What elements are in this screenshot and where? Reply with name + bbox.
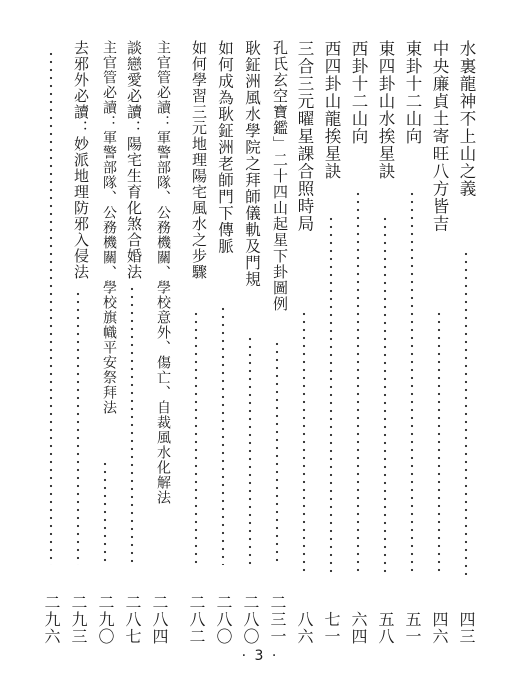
dot-leader — [76, 290, 80, 565]
toc-entry-title: 孔氏玄空寶鑑」二十四山起星下卦圖例 — [271, 40, 289, 312]
toc-entry — [94, 40, 118, 645]
toc-entry — [239, 40, 263, 645]
toc-entry-title: 主官管必讀：軍警部隊、公務機關、學校旗幟平安祭拜法 — [101, 40, 117, 415]
toc-entry — [374, 40, 398, 645]
dot-leader — [248, 335, 252, 565]
dot-leader — [356, 190, 360, 575]
toc-entry-title: 如何成為耿鉦洲老師門下傳脈 — [216, 40, 234, 255]
dot-leader — [130, 285, 134, 565]
toc-entry-page: 二三一 — [268, 594, 287, 645]
toc-entry — [121, 40, 145, 645]
toc-entry — [455, 40, 479, 645]
toc-entry — [293, 40, 317, 645]
toc-entry-page: 四三 — [457, 611, 476, 645]
dot-leader — [383, 215, 387, 575]
toc-entry-title: 去邪外必讀：妙派地理防邪入侵法 — [72, 40, 90, 280]
toc-entry-title: 西卦十二山向 — [349, 40, 368, 145]
toc-entry — [212, 40, 236, 645]
toc-entry — [320, 40, 344, 645]
toc-entry-title: 東四卦山水挨星訣 — [376, 40, 395, 180]
toc-entry-page: 二八四 — [150, 594, 169, 645]
toc-entry-page: 二九〇 — [96, 594, 115, 645]
toc-entry-title: 如何學習三元地理陽宅風水之步驟 — [190, 40, 208, 280]
toc-entry-page: 二八七 — [123, 594, 142, 645]
toc-entry-page: 七一 — [322, 611, 341, 645]
toc-entry-title: 談戀愛必讀：陽宅生育化煞合婚法 — [125, 40, 143, 280]
toc-entry-title: 西四卦山龍挨星訣 — [322, 40, 341, 180]
toc-entry — [401, 40, 425, 645]
dot-leader — [464, 250, 468, 575]
toc-entry-page: 八六 — [295, 611, 314, 645]
toc-entry — [40, 40, 64, 645]
toc-entry — [266, 40, 290, 645]
toc-entry-title: 東卦十二山向 — [403, 40, 422, 145]
toc-entry-page: 二九六 — [42, 594, 61, 645]
dot-leader — [103, 460, 107, 565]
dot-leader — [302, 310, 306, 575]
toc-entry-title: 中央廉貞土寄旺八方皆吉 — [430, 40, 449, 233]
toc-entry-title: 主官管必讀：軍警部隊、公務機關、學校意外、傷亡、自裁風水化解法 — [155, 40, 171, 505]
toc-entry-page: 二八二 — [187, 594, 206, 645]
toc-entry-title: 水裏龍神不上山之義 — [457, 40, 476, 198]
toc-entry-page: 五八 — [376, 611, 395, 645]
dot-leader — [437, 310, 441, 575]
dot-leader — [275, 340, 279, 565]
dot-leader — [194, 310, 198, 565]
toc-entry-page: 二九三 — [69, 594, 88, 645]
toc-entry — [67, 40, 91, 645]
dot-leader — [49, 50, 53, 565]
toc-entry-page: 四六 — [430, 611, 449, 645]
toc-entry-page: 五一 — [403, 611, 422, 645]
toc-entry-page: 六四 — [349, 611, 368, 645]
toc-entry-title: 耿鉦洲風水學院之拜師儀軌及門規 — [243, 40, 261, 288]
toc-entry-page: 二八〇 — [214, 594, 233, 645]
dot-leader — [410, 190, 414, 575]
toc-entry — [347, 40, 371, 645]
toc-entry-title: 三合三元曜星課合照時局 — [295, 40, 314, 233]
toc-entry — [148, 40, 172, 645]
toc-entry — [185, 40, 209, 645]
dot-leader — [221, 305, 225, 565]
toc-entry — [428, 40, 452, 645]
toc-entry-page: 二八〇 — [241, 594, 260, 645]
page-number: · 3 · — [241, 648, 279, 664]
dot-leader — [329, 215, 333, 575]
